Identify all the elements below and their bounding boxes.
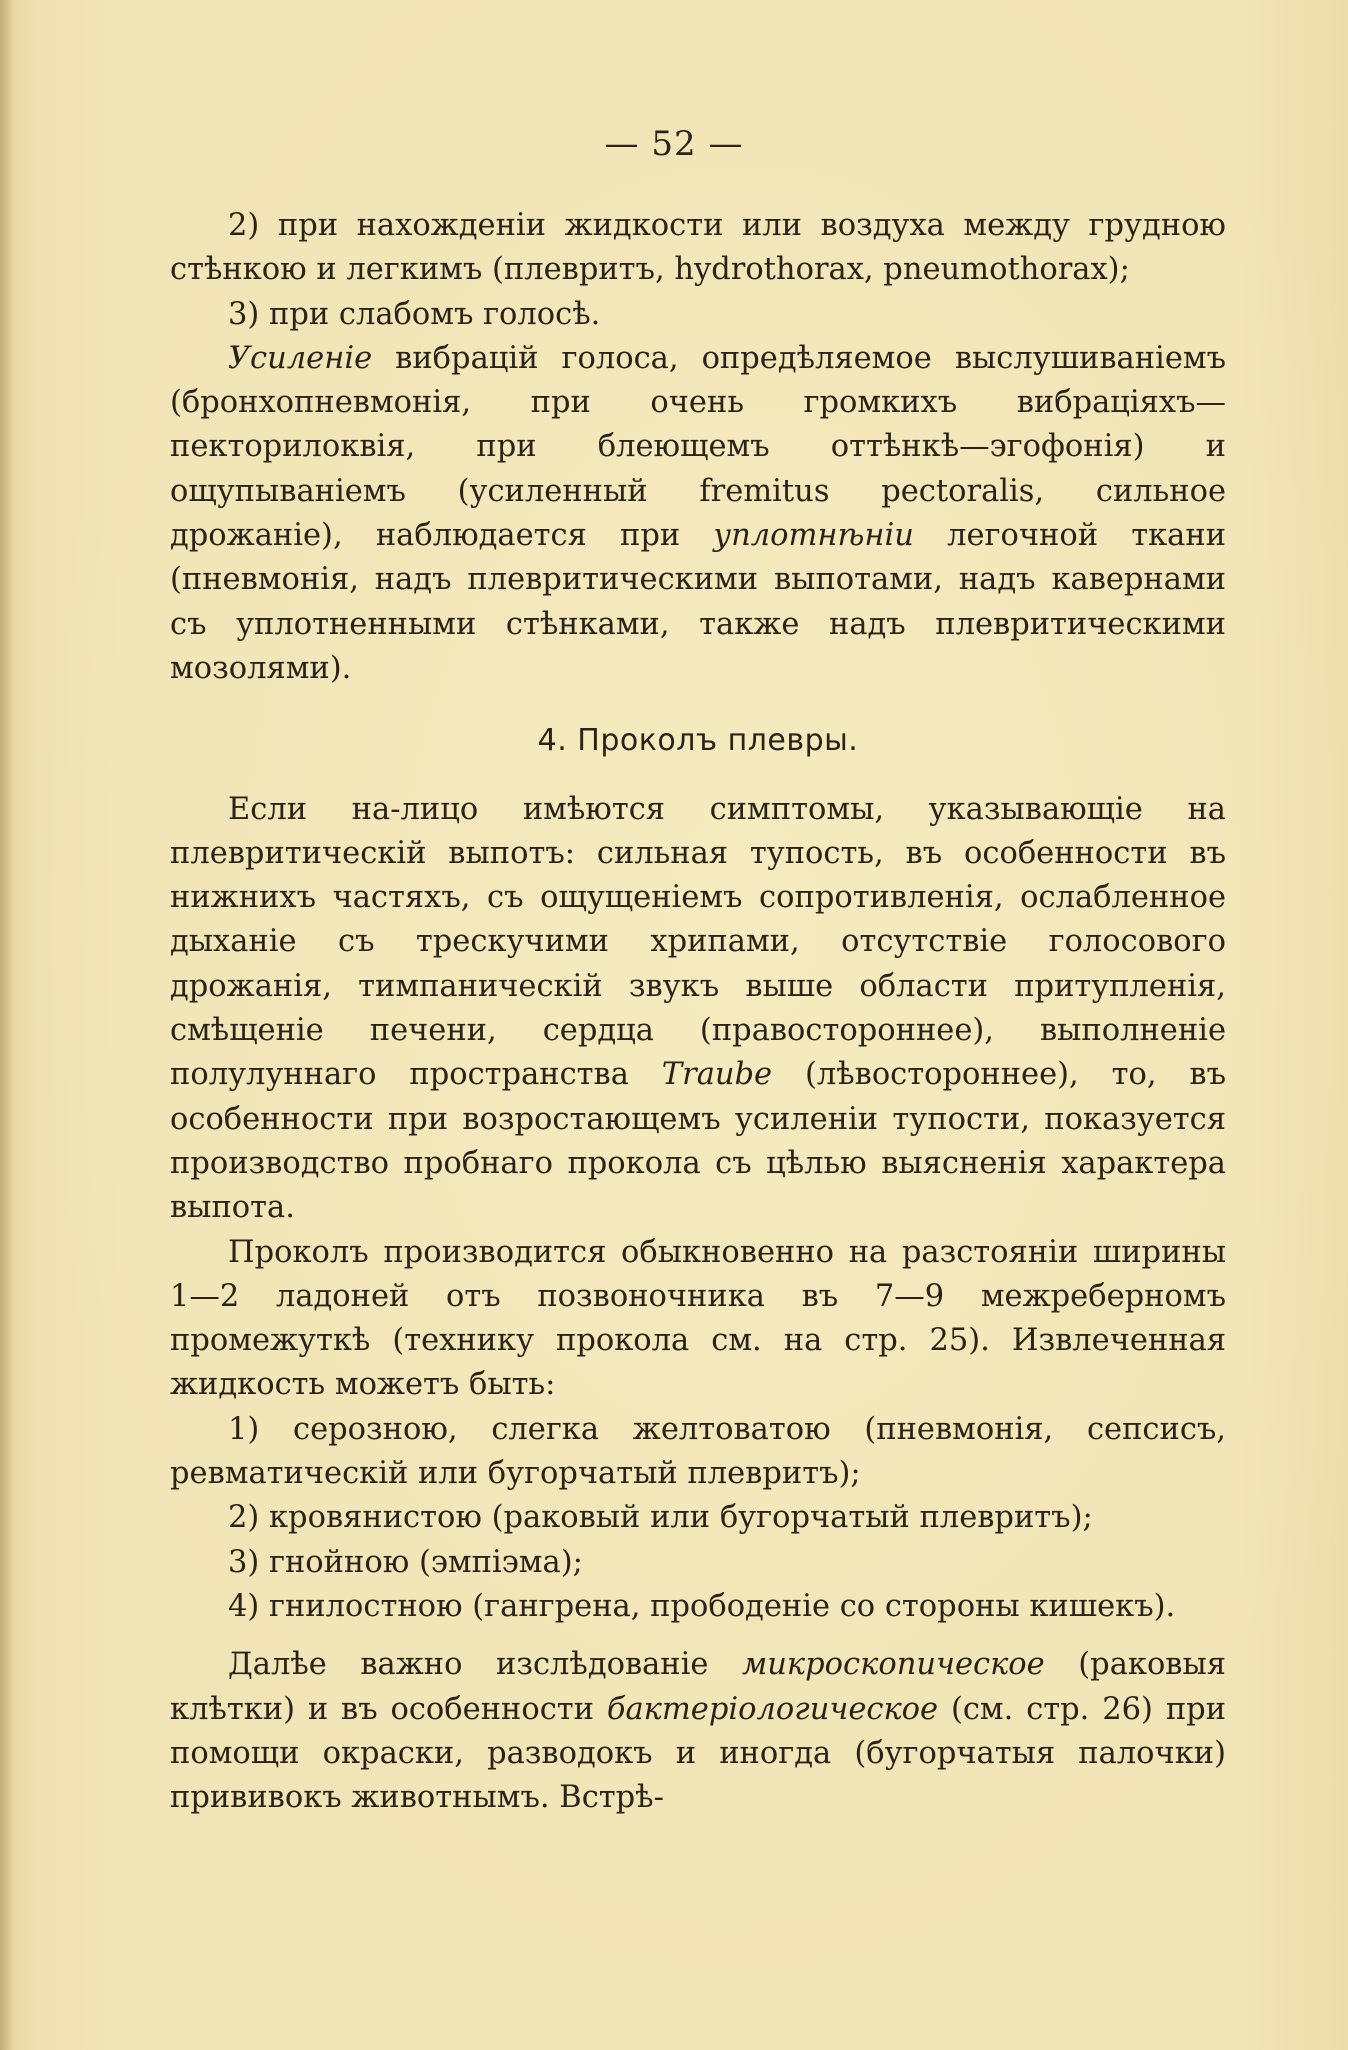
page-binding-shadow — [0, 0, 14, 2050]
paragraph-amplification — [170, 337, 1226, 691]
term-bacteriological: бактеріологическое — [606, 1691, 939, 1727]
page-body — [170, 204, 1226, 1820]
paragraph-fluid-4: 4) гнилостною (гангрена, прободеніе со стороны кишекъ). — [228, 1588, 1176, 1624]
paragraph-symptoms-text-b: (лѣвостороннее), то, въ особенности при возростающемъ усиленіи тупости, показуется производство пробнаго прокола съ цѣлью выясненія характера выпота. — [170, 1057, 1226, 1226]
paragraph-examination — [170, 1643, 1226, 1820]
paragraph-examination-text-b: (раковыя клѣтки) и въ особенности — [170, 1647, 1226, 1727]
paragraph-item-3: 3) при слабомъ голосѣ. — [228, 296, 601, 332]
paragraph-fluid-1: 1) серозною, слегка желтоватою (пневмонія, сепсисъ, ревматическій или бугорчатый плевритъ); — [170, 1411, 1226, 1492]
paragraph-examination-text-c: (см. стр. 26) при помощи окраски, разводокъ и иногда (бугорчатыя палочки) прививокъ животнымъ. Встрѣ- — [170, 1691, 1226, 1816]
paragraph-puncture: Проколъ производится обыкновенно на разстояніи ширины 1—2 ладоней отъ позвоночника въ 7—9 межреберномъ промежуткѣ (технику прокола см. на стр. 25). Извлеченная жидкость можетъ быть: — [170, 1234, 1226, 1403]
paragraph-symptoms — [170, 788, 1226, 1231]
page-number: — 52 — — [604, 124, 744, 164]
section-heading: 4. Проколъ плевры. — [537, 723, 859, 759]
term-usilenie: Усиленіе — [228, 340, 373, 376]
paragraph-item-2: 2) при нахожденіи жидкости или воздуха между грудною стѣнкою и легкимъ (плевритъ, hydrothorax, pneumothorax); — [170, 208, 1226, 288]
term-uplotnenii: уплотнѣніи — [713, 518, 914, 554]
term-traube: Traube — [661, 1057, 773, 1093]
paragraph-amplification-text-a: вибрацій голоса, опредѣляемое выслушиваніемъ (бронхопневмонія, при очень громкихъ вибраціяхъ—пекторилоквія, при блеющемъ оттѣнкѣ—эгофонія) и ощупываніемъ (усиленный fremitus pectoralis, сильное дрожаніе), наблюдается при — [170, 340, 1226, 554]
paragraph-examination-text-a: Далѣе важно изслѣдованіе — [228, 1647, 742, 1683]
term-microscopic: микроскопическое — [742, 1647, 1045, 1683]
paragraph-amplification-text-b: легочной ткани (пневмонія, надъ плевритическими выпотами, надъ кавернами съ уплотненными стѣнками, также надъ плевритическими мозолями). — [170, 518, 1226, 686]
paragraph-fluid-2: 2) кровянистою (раковый или бугорчатый плевритъ); — [228, 1500, 1093, 1536]
paragraph-fluid-3: 3) гнойною (эмпіэма); — [228, 1544, 583, 1580]
paragraph-symptoms-text-a: Если на-лицо имѣются симптомы, указывающіе на плевритическій выпотъ: сильная тупость, въ особенности въ нижнихъ частяхъ, съ ощущеніемъ сопротивленія, ослабленное дыханіе съ трескучими хрипами, отсутствіе голосового дрожанія, тимпаническій звукъ выше области притупленія, смѣщеніе печени, сердца (правостороннее), выполненіе полулуннаго пространства — [170, 791, 1226, 1093]
